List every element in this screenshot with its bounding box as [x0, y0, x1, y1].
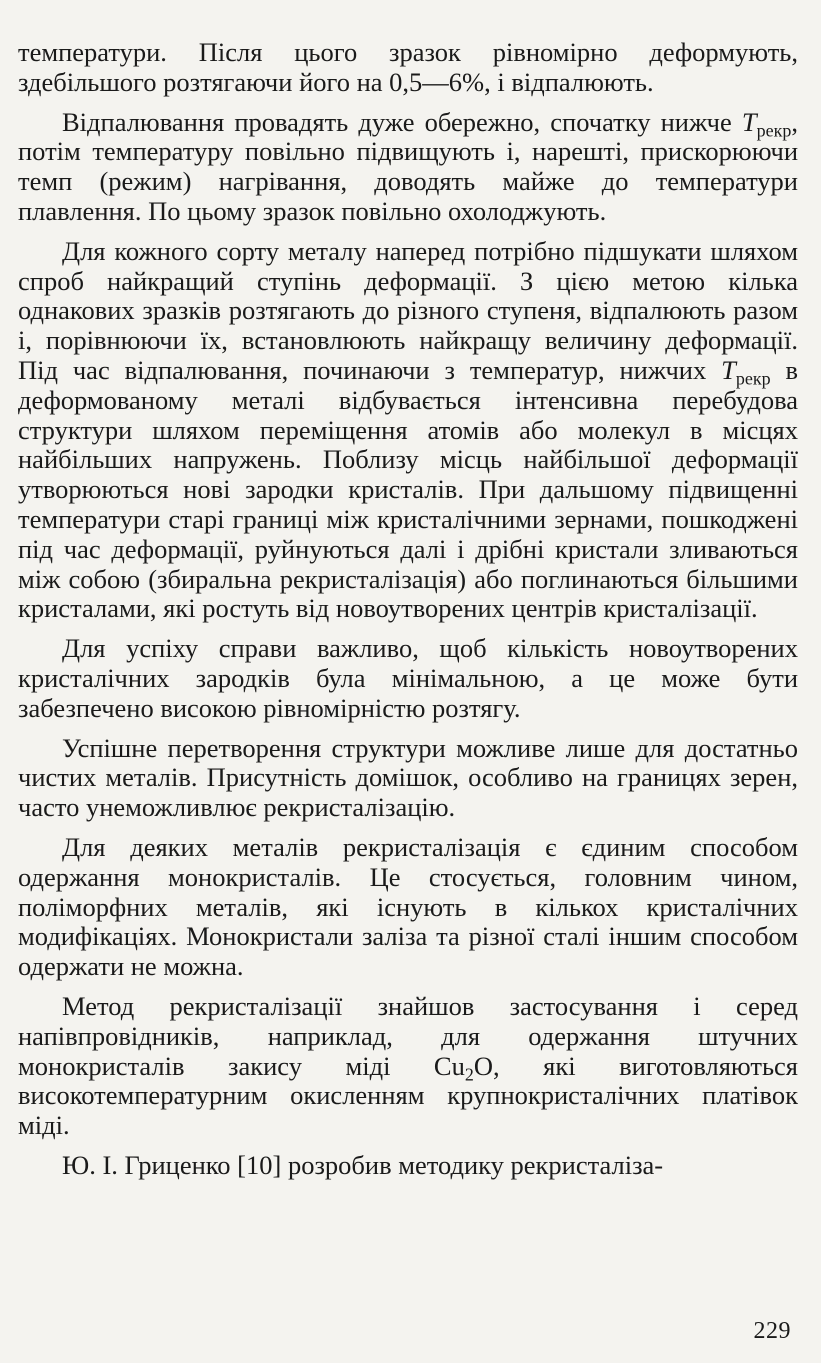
paragraph-1: температури. Після цього зразок рівномірно деформують, здебільшого розтягаючи його на 0,5—6%, і відпалюють.	[18, 37, 798, 97]
subscript-rekr: рекр	[735, 368, 771, 389]
paragraph-7: Метод рекристалізації знайшов застосування і серед напівпровідників, наприклад, для одержання штучних монокристалів закису міді $Cu_2O$, які виготовляються високотемпературним окисленням крупнокристалічних платівок міді.	[18, 990, 798, 1141]
paragraph-8: Ю. І. Гриценко [10] розробив методику рекристаліза-	[62, 1149, 664, 1180]
subscript-2: 2	[464, 1063, 474, 1084]
paragraph-5: Успішне перетворення структури можливе лише для достатньо чистих металів. Присутність домішок, особливо на границях зерен, часто унеможливлює рекристалізацію.	[18, 732, 798, 823]
paragraph-4: Для успіху справи важливо, щоб кількість новоутворених кристалічних зародків була мінімальною, а це може бути забезпечено високою рівномірністю розтягу.	[18, 633, 798, 723]
temperature-symbol: T	[741, 106, 757, 137]
temperature-symbol: T	[721, 354, 736, 385]
page-number: 229	[753, 1318, 791, 1344]
paragraph-6: Для деяких металів рекристалізація є єдиним способом одержання монокристалів. Це стосується, головним чином, поліморфних металів, які існують в кількох кристалічних модифікаціях. Монокристали заліза та різної сталі іншим способом одержати не можна.	[18, 831, 798, 982]
body-text	[18, 38, 798, 1191]
paragraph-2: Відпалювання провадять дуже обережно, спочатку нижче $T_{рекр}$, потім температуру повільно підвищують і, нарешті, прискорюючи темп (режим) нагрівання, доводять майже до температури плавлення. По цьому зразок повільно охолоджують.	[18, 106, 798, 226]
subscript-rekr: рекр	[756, 119, 792, 140]
paragraph-3: Для кожного сорту металу наперед потрібно підшукати шляхом спроб найкращий ступінь деформації. З цією метою кілька однакових зразків розтягають до різного ступеня, відпалюють разом і, порівнюючи їх, встановлюють найкращу величину деформації. Під час відпалювання, починаючи з температур, нижчих $T_{рекр}$ в деформованому металі відбувається інтенсивна перебудова структури шляхом переміщення атомів або молекул в місцях найбільших напружень. Поблизу місць найбільшої деформації утворюються нові зародки кристалів. При дальшому підвищенні температури старі границі між кристалічними зернами, пошкоджені під час деформації, руйнуються далі і дрібні кристали зливаються між собою (збиральна рекристалізація) або поглинаються більшими кристалами, які ростуть від новоутворених центрів кристалізації.	[18, 235, 798, 624]
